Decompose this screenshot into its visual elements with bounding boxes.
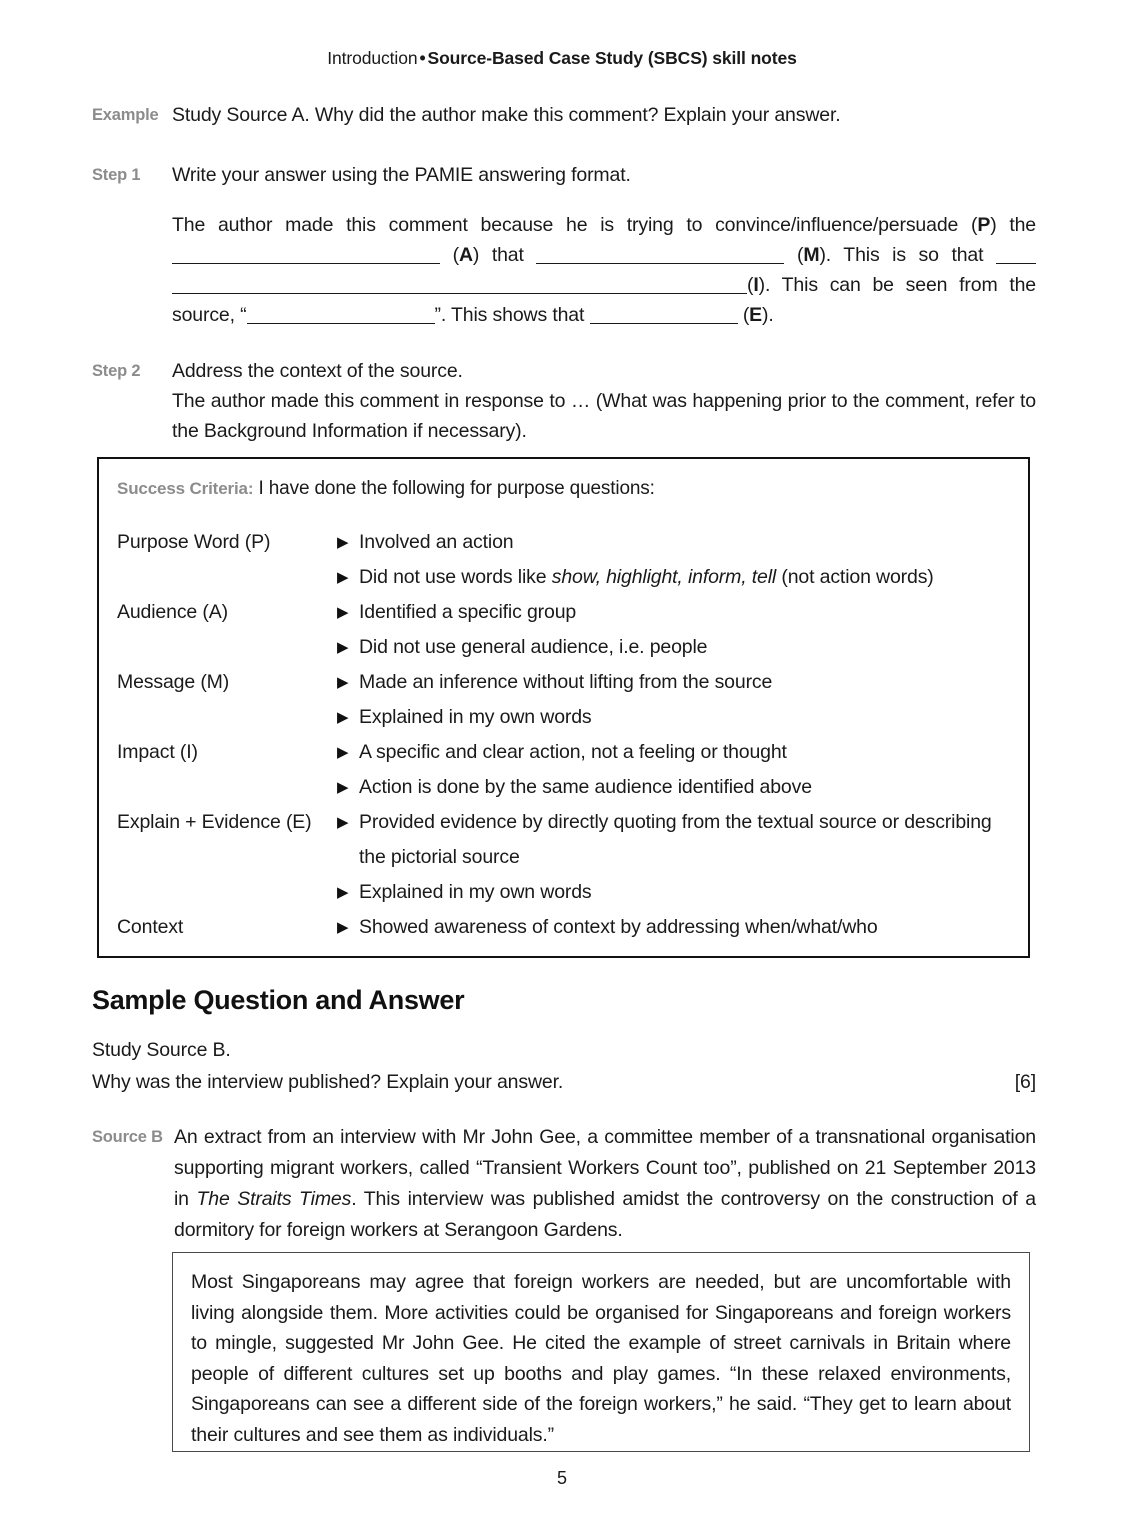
sample-line-2 [92,1066,1036,1098]
triangle-bullet-icon: ▶ [337,919,349,936]
triangle-bullet-icon: ▶ [337,604,349,621]
criteria-item-text [359,560,1007,595]
criteria-item-pre: Did not use words like [359,566,552,588]
criteria-item-text: Did not use general audience, i.e. people [359,636,708,658]
criteria-items [337,735,1007,805]
criteria-item [337,700,1007,735]
criteria-item [337,560,1007,595]
criteria-item-text: Involved an action [359,531,514,553]
criteria-item-italic: show, highlight, inform, tell [551,566,777,588]
criteria-category: Message (M) [117,671,230,693]
success-criteria-label: Success Criteria: [117,479,254,498]
triangle-bullet-icon: ▶ [337,814,349,831]
triangle-bullet-icon: ▶ [337,569,349,586]
step1-instruction: Write your answer using the PAMIE answering format. [172,164,631,186]
criteria-category: Explain + Evidence (E) [117,811,312,833]
running-header-section: Introduction [327,48,418,68]
blank-evidence-quote [247,307,435,324]
pamie-m: M [803,244,820,266]
source-b-publication: The Straits Times [196,1188,352,1210]
step2-line1: Address the context of the source. [172,360,463,382]
triangle-bullet-icon: ▶ [337,674,349,691]
pamie-seg2: ) the [990,214,1036,236]
sample-question-lines [92,1034,1036,1098]
sample-line-1-text: Study Source B. [92,1039,231,1061]
source-b-seg1: An extract from an interview with Mr John Gee, a committee member of a transnational organisation supporting migrant workers, called “Transient Workers Count too”, published on 21 September 2013 in [174,1126,1036,1210]
criteria-items [337,805,1007,910]
criteria-item-text: Showed awareness of context by addressing when/what/who [359,916,878,938]
success-criteria-title [117,475,1028,503]
criteria-item [337,875,1007,910]
criteria-item [337,805,1007,875]
step2-label: Step 2 [92,362,141,380]
criteria-row [117,595,1007,665]
criteria-item-text: Action is done by the same audience identified above [359,776,812,798]
criteria-item [337,735,1007,770]
criteria-category: Purpose Word (P) [117,531,271,553]
bullet-separator-icon: • [419,48,426,68]
source-b-text [174,1122,1036,1246]
example-label: Example [92,106,159,124]
criteria-category: Impact (I) [117,741,198,763]
running-header-title: Source-Based Case Study (SBCS) skill notes [427,48,797,68]
criteria-row [117,735,1007,805]
pamie-template-row [92,210,1036,330]
pamie-seg6: ”. This shows that [434,304,590,326]
blank-audience [172,247,440,264]
criteria-category: Context [117,916,184,938]
criteria-item-text: Made an inference without lifting from the source [359,671,773,693]
step1-label: Step 1 [92,166,141,184]
criteria-item-text: A specific and clear action, not a feeling or thought [359,741,787,763]
blank-impact-start [996,247,1036,264]
triangle-bullet-icon: ▶ [337,779,349,796]
criteria-item [337,770,1007,805]
criteria-item [337,665,1007,700]
pamie-i: I [753,274,759,296]
pamie-seg7: ). [762,304,774,326]
success-criteria-subtitle: I have done the following for purpose questions: [258,478,655,499]
criteria-items [337,525,1007,595]
criteria-item-text: Identified a specific group [359,601,577,623]
pamie-e: E [749,304,763,326]
success-criteria-box [97,457,1030,958]
triangle-bullet-icon: ▶ [337,709,349,726]
criteria-items [337,665,1007,735]
criteria-item [337,910,1007,945]
source-b-seg2: . This interview was published amidst the controversy on the construction of a dormitory for foreign workers at Serangoon Gardens. [174,1188,1036,1241]
step2-line2: The author made this comment in response to … (What was happening prior to the comment, refer to the Background Information if necessary). [172,390,1036,442]
criteria-item [337,630,1007,665]
pamie-a: A [458,244,473,266]
criteria-item-text: Provided evidence by directly quoting from the textual source or describing the pictorial source [359,811,992,868]
triangle-bullet-icon: ▶ [337,744,349,761]
step1-row [92,160,1036,190]
running-header [0,48,1124,69]
blank-message [536,247,784,264]
criteria-item-text: Explained in my own words [359,881,592,903]
source-b-row [92,1122,1036,1246]
criteria-category: Audience (A) [117,601,228,623]
success-criteria-table [117,525,1007,945]
page-number: 5 [556,1468,567,1488]
example-text: Study Source A. Why did the author make this comment? Explain your answer. [172,104,841,126]
step2-row [92,356,1036,446]
criteria-items [337,910,1007,945]
pamie-template-text: The author made this comment because he is trying to convince/influence/persuade (P) the (A) that (M). This is so that (I). This can be seen from the source, “ ”. This shows that (E). [172,214,1036,326]
criteria-item-text: Explained in my own words [359,706,592,728]
pamie-seg5: ). This can be seen from the source, “ [172,274,1036,326]
source-b-quote-box [172,1252,1030,1452]
criteria-row [117,805,1007,910]
blank-explain [590,307,738,324]
upper-content [92,100,1036,446]
pamie-p: P [977,214,991,236]
triangle-bullet-icon: ▶ [337,534,349,551]
criteria-row [117,525,1007,595]
triangle-bullet-icon: ▶ [337,884,349,901]
sample-line-2-text: Why was the interview published? Explain your answer. [92,1071,564,1093]
pamie-seg1: The author made this comment because he is trying to convince/influence/persuade ( [172,214,978,236]
triangle-bullet-icon: ▶ [337,639,349,656]
criteria-item-post: (not action words) [776,566,934,588]
pamie-seg4: ). This is so that [819,244,996,266]
source-b-quote-text: Most Singaporeans may agree that foreign workers are needed, but are uncomfortable with living alongside them. More activities could be organised for Singaporeans and foreign workers to mingle, suggested Mr John Gee. He cited the example of street carnivals in Britain where people of different cultures set up booths and play games. “In these relaxed environments, Singaporeans can see a different side of the foreign workers,” he said. “They get to learn about their cultures and see them as individuals.” [191,1271,1011,1446]
criteria-item [337,525,1007,560]
pamie-seg3: ) that [472,244,537,266]
source-b-label: Source B [92,1128,163,1146]
sample-line-1 [92,1034,1036,1066]
criteria-item [337,595,1007,630]
marks-allocation: [6] [1014,1071,1036,1093]
blank-impact [172,277,747,294]
criteria-items [337,595,1007,665]
step2-text-group [172,356,1036,446]
sample-question-heading: Sample Question and Answer [92,985,465,1015]
criteria-row [117,665,1007,735]
example-row [92,100,1036,130]
criteria-row [117,910,1007,945]
